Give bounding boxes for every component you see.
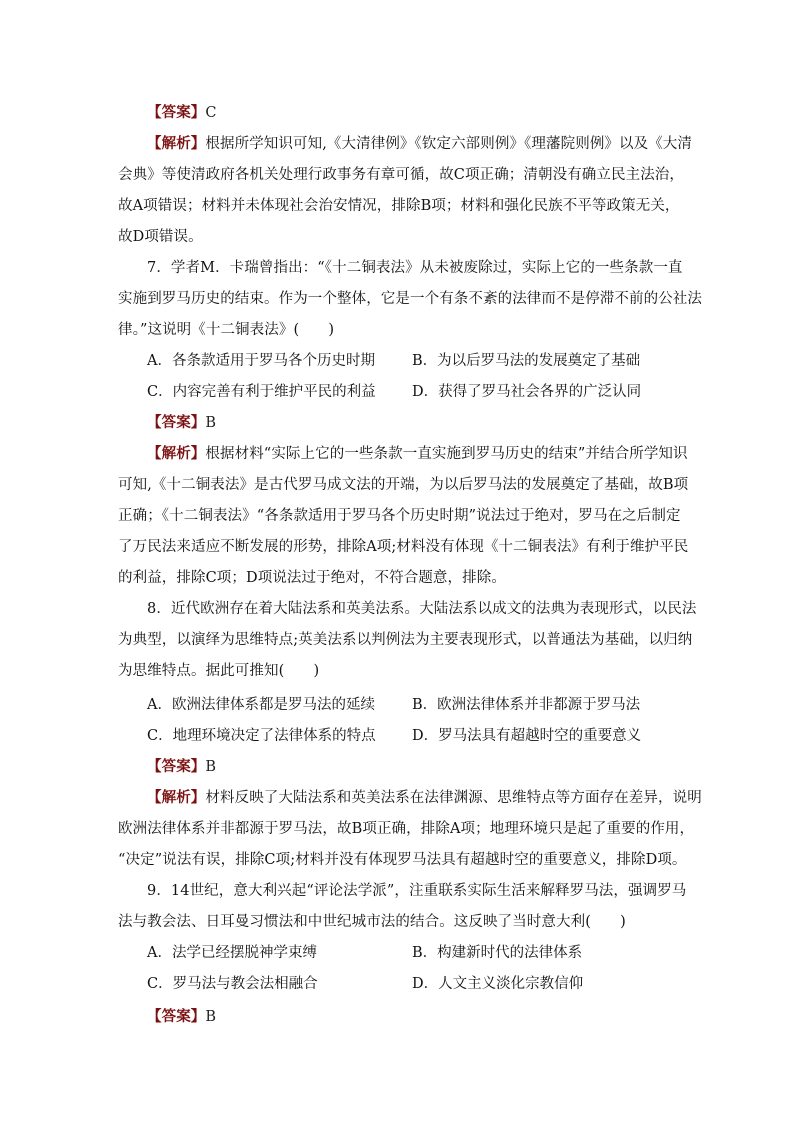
explanation-line: 了万民法来适应不断发展的形势，排除A项;材料没有体现《十二铜表法》有利于维护平民 <box>118 539 689 555</box>
explanation-line: 会典》等使清政府各机关处理行政事务有章可循，故C项正确；清朝没有确立民主法治， <box>118 167 684 183</box>
question-line: 8．近代欧洲存在着大陆法系和英美法系。大陆法系以成文的法典为表现形式，以民法 <box>147 601 697 617</box>
explanation-line: 可知,《十二铜表法》是古代罗马成文法的开端，为以后罗马法的发展奠定了基础，故B项 <box>118 477 689 493</box>
answer-tag: 【答案】 <box>147 1009 206 1025</box>
question-line: 实施到罗马历史的结束。作为一个整体，它是一个有条不紊的法律而不是停滞不前的公社法 <box>118 291 702 307</box>
answer-tag: 【答案】 <box>147 415 206 431</box>
question-line: 法与教会法、日耳曼习惯法和中世纪城市法的结合。这反映了当时意大利( ) <box>118 914 626 930</box>
question-line: 7．学者M．卡瑞曾指出：“《十二铜表法》从未被废除过，实际上它的一些条款一直 <box>147 260 683 276</box>
question-line: 律。”这说明《十二铜表法》( ) <box>118 322 335 338</box>
option-d: D．获得了罗马社会各界的广泛认同 <box>412 384 642 400</box>
explanation-line: 故D项错误。 <box>118 229 203 245</box>
explanation-text: 根据材料“实际上它的一些条款一直实施到罗马历史的结束”并结合所学知识 <box>205 446 688 462</box>
answer-tag: 【答案】 <box>147 105 206 121</box>
explanation-tag: 【解析】 <box>147 790 206 806</box>
explanation-text: 材料反映了大陆法系和英美法系在法律渊源、思维特点等方面存在差异，说明 <box>205 790 702 806</box>
option-c: C．罗马法与教会法相融合 <box>147 976 318 992</box>
explanation-line <box>147 788 702 808</box>
answer-line <box>147 413 667 433</box>
answer-value: B <box>205 759 217 775</box>
question-line: 为典型，以演绎为思维特点;英美法系以判例法为主要表现形式，以普通法为基础，以归纳 <box>118 632 693 648</box>
option-b: B．欧洲法律体系并非都源于罗马法 <box>412 697 641 713</box>
answer-tag: 【答案】 <box>147 759 206 775</box>
explanation-line <box>147 444 688 464</box>
option-c: C．内容完善有利于维护平民的利益 <box>147 384 376 400</box>
explanation-line: 欧洲法律体系并非都源于罗马法，故B项正确，排除A项；地理环境只是起了重要的作用， <box>118 821 695 837</box>
question-line: 9．14世纪，意大利兴起“评论法学派”，注重联系实际生活来解释罗马法，强调罗马 <box>147 883 687 899</box>
option-a: A．欧洲法律体系都是罗马法的延续 <box>147 697 375 713</box>
option-d: D．罗马法具有超越时空的重要意义 <box>412 728 642 744</box>
explanation-line: 正确；《十二铜表法》“各条款适用于罗马各个历史时期”说法过于绝对，罗马在之后制定 <box>118 508 681 524</box>
answer-line <box>147 103 667 123</box>
answer-line <box>147 757 667 777</box>
question-line: 为思维特点。据此可推知( ) <box>118 663 320 679</box>
explanation-line: 故A项错误；材料并未体现社会治安情况，排除B项；材料和强化民族不平等政策无关， <box>118 198 680 214</box>
explanation-text: 根据所学知识可知,《大清律例》《钦定六部则例》《理藩院则例》以及《大清 <box>205 136 693 152</box>
option-d: D．人文主义淡化宗教信仰 <box>412 976 584 992</box>
answer-value: C <box>205 105 217 121</box>
option-a: A．各条款适用于罗马各个历史时期 <box>147 353 375 369</box>
explanation-line <box>147 134 693 154</box>
option-b: B．为以后罗马法的发展奠定了基础 <box>412 353 641 369</box>
explanation-line: 的利益，排除C项；D项说法过于绝对，不符合题意，排除。 <box>118 570 506 586</box>
explanation-tag: 【解析】 <box>147 446 206 462</box>
option-c: C．地理环境决定了法律体系的特点 <box>147 728 376 744</box>
explanation-tag: 【解析】 <box>147 136 206 152</box>
explanation-line: “决定”说法有误，排除C项;材料并没有体现罗马法具有超越时空的重要意义，排除D项。 <box>118 852 687 868</box>
option-a: A．法学已经摆脱神学束缚 <box>147 945 317 961</box>
answer-value: B <box>205 1009 217 1025</box>
answer-line <box>147 1007 667 1027</box>
option-b: B．构建新时代的法律体系 <box>412 945 583 961</box>
answer-value: B <box>205 415 217 431</box>
